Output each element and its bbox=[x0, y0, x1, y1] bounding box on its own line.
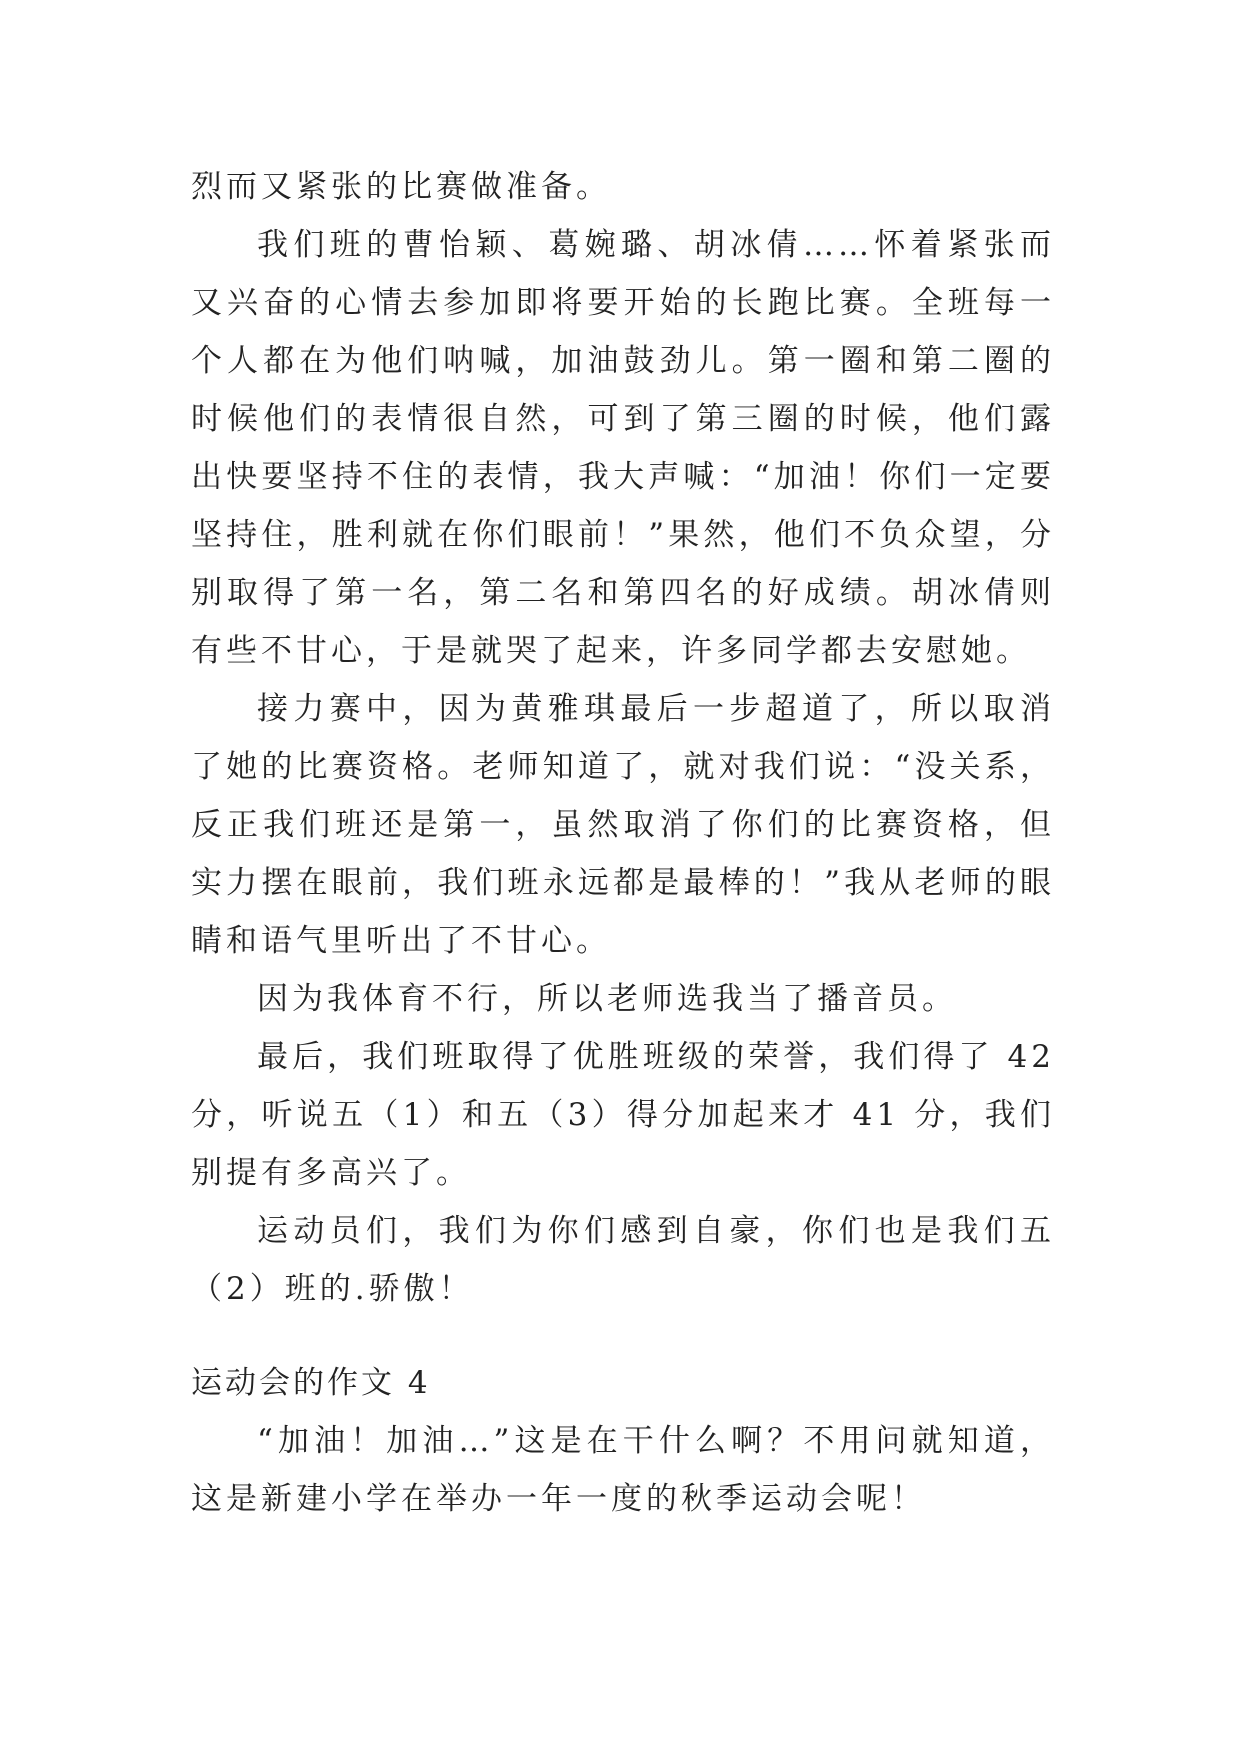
paragraph-continuation: 烈而又紧张的比赛做准备。 bbox=[191, 169, 611, 205]
paragraph-pride: 运动员们，我们为你们感到自豪，你们也是我们五（2）班的.骄傲！ bbox=[191, 1213, 1055, 1307]
document-page bbox=[191, 158, 1055, 1528]
paragraph-relay-race: 接力赛中，因为黄雅琪最后一步超道了，所以取消了她的比赛资格。老师知道了，就对我们说：“没关系，反正我们班还是第一，虽然取消了你们的比赛资格，但实力摆在眼前，我们班永远都是最棒的！”我从老师的眼睛和语气里听出了不甘心。 bbox=[191, 691, 1055, 959]
paragraph-result: 最后，我们班取得了优胜班级的荣誉，我们得了 42 分，听说五（1）和五（3）得分加起来才 41 分，我们别提有多高兴了。 bbox=[191, 1039, 1055, 1191]
paragraph-long-race: 我们班的曹怡颖、葛婉璐、胡冰倩……怀着紧张而又兴奋的心情去参加即将要开始的长跑比赛。全班每一个人都在为他们呐喊，加油鼓劲儿。第一圈和第二圈的时候他们的表情很自然，可到了第三圈的时候，他们露出快要坚持不住的表情，我大声喊：“加油！你们一定要坚持住，胜利就在你们眼前！”果然，他们不负众望，分别取得了第一名，第二名和第四名的好成绩。胡冰倩则有些不甘心，于是就哭了起来，许多同学都去安慰她。 bbox=[191, 227, 1055, 669]
section-heading: 运动会的作文 4 bbox=[191, 1365, 431, 1401]
paragraph-opening: “加油！加油…”这是在干什么啊？不用问就知道，这是新建小学在举办一年一度的秋季运动会呢！ bbox=[191, 1423, 1055, 1517]
paragraph-announcer: 因为我体育不行，所以老师选我当了播音员。 bbox=[257, 981, 957, 1017]
